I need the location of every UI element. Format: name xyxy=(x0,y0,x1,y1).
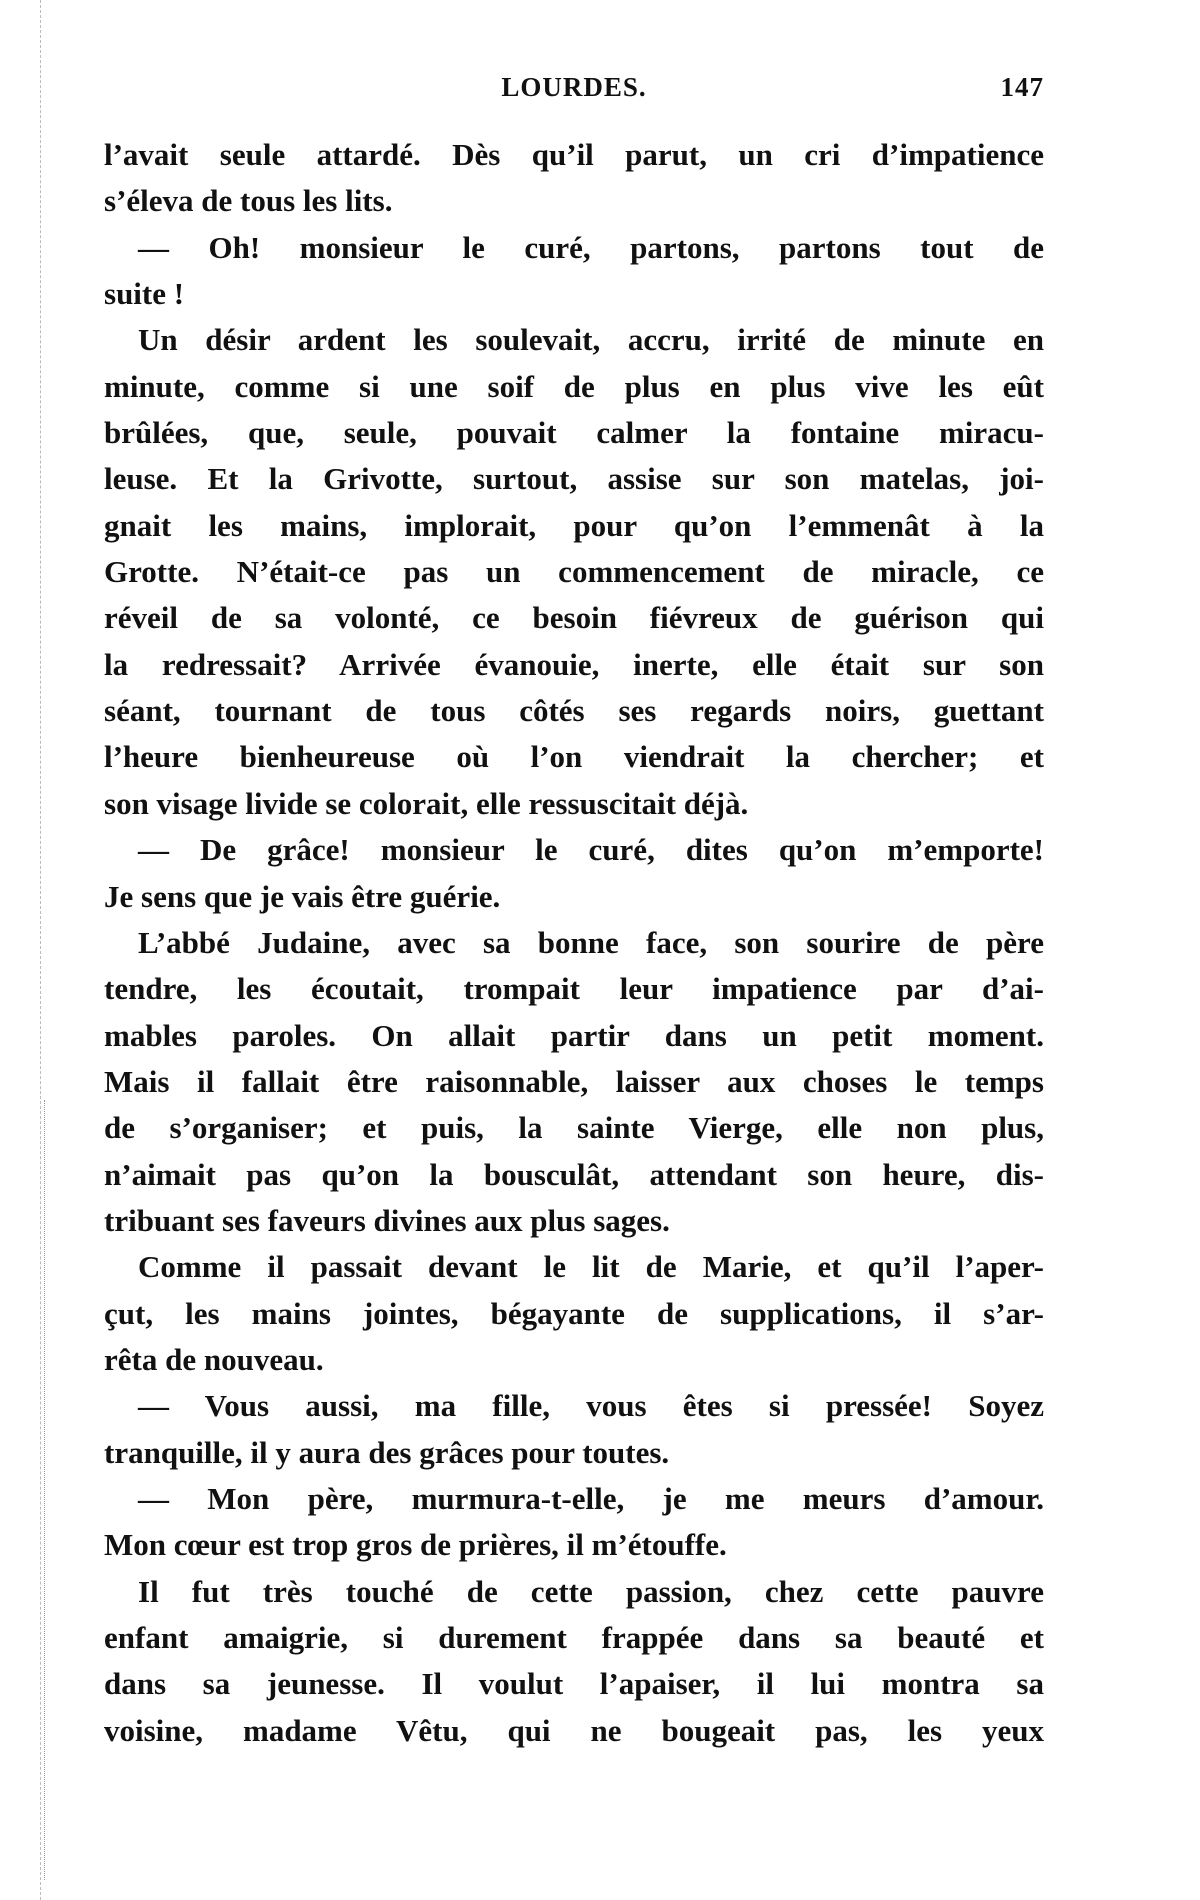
text-line: de s’organiser; et puis, la sainte Vierge, elle non plus, xyxy=(104,1110,1044,1146)
text-line: Je sens que je vais être guérie. xyxy=(104,878,501,914)
text-line: tendre, les écoutait, trompait leur impatience par d’ai- xyxy=(104,971,1044,1007)
text-line: — Oh! monsieur le curé, partons, partons tout de xyxy=(138,229,1044,265)
text-line: suite ! xyxy=(104,276,185,312)
text-line: Mais il fallait être raisonnable, laisser aux choses le temps xyxy=(104,1063,1044,1099)
text-line: tribuant ses faveurs divines aux plus sages. xyxy=(104,1202,670,1238)
page-body-text xyxy=(104,132,1044,1754)
text-line: enfant amaigrie, si durement frappée dans sa beauté et xyxy=(104,1620,1044,1655)
running-header xyxy=(104,72,1044,108)
text-line: Mon cœur est trop gros de prières, il m’étouffe. xyxy=(104,1527,727,1563)
text-line: son visage livide se colorait, elle ressuscitait déjà. xyxy=(104,785,749,821)
text-line: Il fut très touché de cette passion, chez cette pauvre xyxy=(138,1573,1044,1609)
text-line: — De grâce! monsieur le curé, dites qu’on m’emporte! xyxy=(138,832,1044,868)
running-title: LOURDES. xyxy=(501,72,647,102)
text-line: voisine, madame Vêtu, qui ne bougeait pas, les yeux xyxy=(104,1712,1044,1748)
text-line: l’heure bienheureuse où l’on viendrait la chercher; et xyxy=(104,739,1044,775)
text-line: — Mon père, murmura-t-elle, je me meurs d’amour. xyxy=(138,1480,1044,1516)
text-line: dans sa jeunesse. Il voulut l’apaiser, il lui montra sa xyxy=(104,1666,1044,1702)
text-line: Un désir ardent les soulevait, accru, irrité de minute en xyxy=(138,322,1044,358)
scan-edge-mark xyxy=(40,0,41,1900)
text-line: séant, tournant de tous côtés ses regards noirs, guettant xyxy=(104,693,1044,729)
text-line: Comme il passait devant le lit de Marie, et qu’il l’aper- xyxy=(138,1249,1044,1285)
text-line: L’abbé Judaine, avec sa bonne face, son sourire de père xyxy=(138,924,1044,960)
text-line: s’éleva de tous les lits. xyxy=(104,183,393,219)
scan-edge-mark xyxy=(44,1100,51,1880)
text-line: Grotte. N’était-ce pas un commencement de miracle, ce xyxy=(104,554,1044,590)
text-line: n’aimait pas qu’on la bousculât, attendant son heure, dis- xyxy=(104,1156,1044,1192)
text-line: rêta de nouveau. xyxy=(104,1341,324,1377)
text-line: çut, les mains jointes, bégayante de supplications, il s’ar- xyxy=(104,1295,1044,1331)
text-line: minute, comme si une soif de plus en plus vive les eût xyxy=(104,368,1044,404)
text-line: la redressait? Arrivée évanouie, inerte, elle était sur son xyxy=(104,646,1044,682)
page-number: 147 xyxy=(1000,72,1044,102)
text-line: mables paroles. On allait partir dans un petit moment. xyxy=(104,1017,1044,1053)
text-line: réveil de sa volonté, ce besoin fiévreux de guérison qui xyxy=(104,600,1044,636)
text-line: l’avait seule attardé. Dès qu’il parut, un cri d’impatience xyxy=(104,137,1044,172)
text-line: leuse. Et la Grivotte, surtout, assise sur son matelas, joi- xyxy=(104,461,1044,497)
text-line: — Vous aussi, ma fille, vous êtes si pressée! Soyez xyxy=(138,1388,1044,1424)
text-line: gnait les mains, implorait, pour qu’on l’emmenât à la xyxy=(104,507,1044,543)
text-line: brûlées, que, seule, pouvait calmer la fontaine miracu- xyxy=(104,415,1044,451)
text-line: tranquille, il y aura des grâces pour toutes. xyxy=(104,1434,670,1470)
